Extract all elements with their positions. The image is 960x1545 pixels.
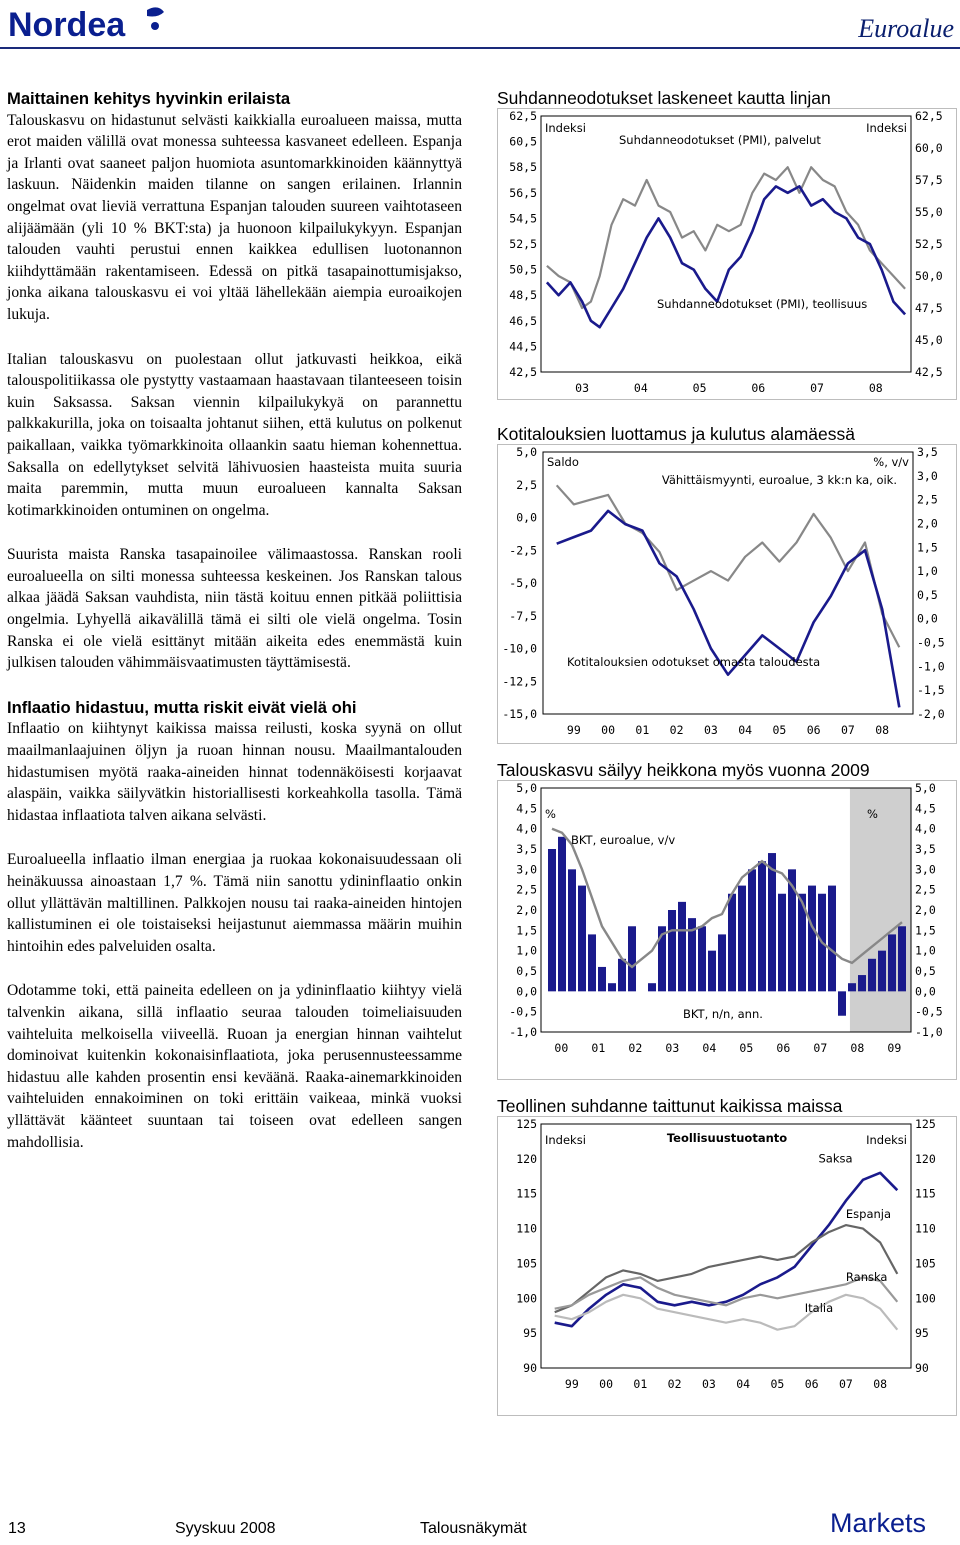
y-tick-left: 42,5 — [509, 365, 537, 379]
y-tick-left: 44,5 — [509, 339, 537, 354]
x-tick-label: 03 — [665, 1041, 680, 1055]
y-tick-right: 105 — [915, 1256, 936, 1271]
y-tick-left: -0,5 — [509, 1004, 537, 1019]
y-tick-right: 5,0 — [915, 781, 936, 795]
gdp-bar — [898, 926, 906, 991]
x-tick-label: 07 — [840, 723, 855, 737]
chart-title: Kotitalouksien luottamus ja kulutus alamäessä — [497, 424, 855, 444]
markets-logo: Markets — [830, 1508, 927, 1538]
chart-gdp — [497, 760, 957, 1080]
y-tick-left: 125 — [516, 1117, 537, 1131]
x-tick-label: 00 — [554, 1041, 569, 1055]
gdp-bar — [758, 861, 766, 991]
x-tick-label: 03 — [575, 381, 590, 395]
gdp-bar — [738, 886, 746, 992]
x-tick-label: 06 — [804, 1377, 819, 1391]
y-tick-left: 115 — [516, 1186, 537, 1201]
gdp-bar — [768, 853, 776, 991]
y-tick-left: 50,5 — [509, 262, 537, 277]
gdp-bar — [588, 934, 596, 991]
x-tick-label: 07 — [810, 381, 824, 395]
x-tick-label: 06 — [806, 723, 821, 737]
y-tick-left: 3,0 — [516, 862, 537, 877]
page-number: 13 — [8, 1520, 26, 1537]
y-tick-right: 2,5 — [917, 492, 938, 507]
y-tick-left: 58,5 — [509, 160, 537, 175]
gdp-bar — [548, 849, 556, 991]
gdp-bar — [878, 951, 886, 992]
y-tick-right: -0,5 — [915, 1004, 943, 1019]
brand-wordmark: Nordea — [8, 6, 126, 44]
y-tick-left: 95 — [523, 1326, 537, 1341]
gdp-bar — [568, 869, 576, 991]
y-tick-right: -2,0 — [917, 707, 945, 721]
y-tick-left: 110 — [516, 1221, 537, 1236]
x-tick-label: 08 — [868, 381, 883, 395]
series-line-espanja — [555, 1225, 898, 1312]
y-tick-right: 2,5 — [915, 882, 936, 897]
y-tick-left: -1,0 — [509, 1025, 537, 1039]
y-tick-left: 56,5 — [509, 185, 537, 200]
y-tick-left: -10,0 — [502, 641, 537, 656]
x-tick-label: 06 — [776, 1041, 791, 1055]
gdp-bar — [578, 886, 586, 992]
y-tick-left: 4,5 — [516, 801, 537, 816]
y-tick-right: 100 — [915, 1291, 936, 1306]
x-tick-label: 07 — [838, 1377, 853, 1391]
chart-title: Suhdanneodotukset laskeneet kautta linjan — [497, 88, 831, 108]
paragraph-3: Suurista maista Ranska tasapainoilee välimaastossa. Ranskan rooli euroalueella on silti monessa suhteessa keskeinen. Jos Ranskan talous alkaa jäädä Saksan vauhdista, niin tästä koituu ennen pitkää poliittisia ongelmia. Lyhyellä aikavälillä tämä ei silti ole vielä ongelma. Tosin Ranska ei ole vielä esittänyt mitään aikeita edes enemmästä kuin julkisen talouden vähimmäisvaatimusten täyttämisestä. — [7, 546, 462, 672]
y-tick-right: 1,0 — [917, 564, 938, 579]
paragraph-4: Inflaatio on kiihtynyt kaikissa maissa reilusti, koska syynä on ollut maailmanlaajuinen öljyn ja ruoan hinnan nousu. Maailmantalouden hidastumisen myötä raaka-aineiden hinnat todennäköisesti korjaavat alaspäin, vaikka säilyvätkin historiallisesti korkeahkolla tasolla. Tämä hidastaa inflaatiota talven aikana selvästi. — [7, 720, 462, 824]
y-tick-left: 46,5 — [509, 313, 537, 328]
gdp-bar — [628, 926, 636, 991]
y-tick-left: 0,0 — [516, 510, 537, 525]
plot-area — [541, 1124, 911, 1368]
x-tick-label: 06 — [751, 381, 766, 395]
x-tick-label: 03 — [701, 1377, 716, 1391]
gdp-bar — [728, 894, 736, 992]
paragraph-2: Italian talouskasvu on puolestaan ollut jatkuvasti heikkoa, eikä talouspolitiikassa ole pystytty vastaamaan haastavaan tilanteeseen toisin kuin Saksassa. Saksan viennin kilpailukykyä on parannettu palkkakurilla, joka on toisaalta johtanut siihen, että kulutus on polkenut paikallaan, vaikka työmarkkinoita ollaankin saatu hieman kohennettua. Saksalla on edellytykset selvitä lähivuosien haasteista muita suuria maita paremmin, mutta muun euroalueen kannalta Saksan kotimarkkinoiden ontuminen on ongelma. — [7, 350, 462, 519]
y-tick-right: 95 — [915, 1326, 929, 1341]
x-tick-label: 04 — [633, 381, 648, 395]
series-label: Kotitalouksien odotukset omasta taloudesta — [567, 655, 821, 669]
heading-inflaatio: Inflaatio hidastuu, mutta riskit eivät vielä ohi — [7, 697, 357, 717]
chart-pmi — [497, 88, 957, 400]
y-tick-right: 45,0 — [915, 333, 943, 347]
series-label-ranska: Ranska — [845, 1269, 888, 1284]
forecast-shading — [850, 788, 911, 1032]
y-tick-right: 0,0 — [915, 984, 936, 999]
chart-gdp-plot — [497, 780, 957, 1080]
y-tick-left: 90 — [523, 1361, 537, 1375]
y-tick-right: 50,0 — [915, 269, 943, 283]
y-tick-right: 42,5 — [915, 365, 943, 379]
y-tick-left: 5,0 — [516, 781, 537, 795]
y-tick-right: 0,5 — [915, 964, 936, 978]
x-tick-label: 05 — [772, 723, 787, 737]
chart-industry — [497, 1096, 957, 1416]
gdp-bar — [598, 967, 606, 991]
chart-title: Talouskasvu säilyy heikkona myös vuonna 2009 — [497, 760, 870, 780]
y-tick-right: -1,0 — [915, 1025, 943, 1039]
series-line-palvelut — [547, 167, 905, 308]
y-tick-left: 54,5 — [509, 211, 537, 226]
y-tick-left: 62,5 — [509, 109, 537, 123]
y-tick-left: 3,5 — [516, 842, 537, 856]
y-tick-right: 3,5 — [917, 445, 938, 459]
chart-consumer — [497, 424, 957, 744]
x-tick-label: 07 — [813, 1041, 828, 1055]
x-tick-label: 08 — [873, 1377, 888, 1391]
series-line-vahittaismyynti — [557, 485, 900, 647]
y-tick-left: 60,5 — [509, 134, 537, 149]
series-label-espanja: Espanja — [845, 1207, 892, 1222]
gdp-bar — [668, 910, 676, 991]
y-tick-right: 3,0 — [915, 862, 936, 877]
chart-title: Teollinen suhdanne taittunut kaikissa maissa — [497, 1096, 843, 1116]
gdp-bar — [648, 983, 656, 991]
chart-subtitle: Teollisuustuotanto — [666, 1131, 788, 1145]
x-tick-label: 01 — [633, 1377, 648, 1391]
y-tick-left: 100 — [516, 1291, 537, 1306]
y-tick-right: 4,0 — [915, 821, 936, 836]
y-tick-right: 3,5 — [915, 842, 936, 856]
y-tick-left: 0,5 — [516, 964, 537, 978]
series-label: BKT, euroalue, v/v — [571, 833, 676, 847]
footer-date: Syyskuu 2008 — [175, 1520, 276, 1537]
y-tick-right: 0,0 — [917, 611, 938, 626]
y-tick-right: 4,5 — [915, 801, 936, 816]
y-tick-right: 57,5 — [915, 173, 943, 187]
y-tick-left: -12,5 — [502, 674, 537, 689]
x-tick-label: 04 — [738, 723, 753, 737]
y-tick-left: -2,5 — [509, 543, 537, 558]
y-tick-right: 1,0 — [915, 943, 936, 958]
series-label: BKT, n/n, ann. — [683, 1007, 763, 1021]
series-label: Suhdanneodotukset (PMI), palvelut — [619, 133, 821, 147]
left-unit-label: Indeksi — [545, 121, 586, 135]
series-label: Suhdanneodotukset (PMI), teollisuus — [657, 297, 868, 311]
chart-border — [498, 445, 957, 744]
y-tick-left: -15,0 — [502, 707, 537, 721]
right-unit-label: Indeksi — [866, 121, 907, 135]
y-tick-left: 2,5 — [516, 882, 537, 897]
paragraph-5: Euroalueella inflaatio ilman energiaa ja ruokaa kokonaisuudessaan oli heinäkuussa ainoastaan 1,7 %. Tämä niin sanottu ydininflaatio onkin ollut yllättävän maltillinen. Palkkojen nousu tai raaka-aineiden hintojen kallistuminen ei ole toistaiseksi heijastunut aiemmassa määrin muihin hintoihin edes palveluiden osalta. — [7, 851, 462, 955]
y-tick-right: 2,0 — [915, 903, 936, 917]
x-tick-label: 00 — [599, 1377, 614, 1391]
gdp-bar — [708, 951, 716, 992]
y-tick-left: -7,5 — [509, 608, 537, 623]
gdp-bar — [838, 991, 846, 1015]
series-label-italia: Italia — [804, 1301, 834, 1316]
y-tick-right: -1,0 — [917, 659, 945, 674]
series-label: Vähittäismyynti, euroalue, 3 kk:n ka, oik. — [661, 473, 897, 487]
gdp-bar — [748, 869, 756, 991]
gdp-bar — [698, 926, 706, 991]
chart-consumer-plot — [497, 444, 957, 744]
x-tick-label: 02 — [628, 1041, 643, 1055]
x-tick-label: 02 — [667, 1377, 682, 1391]
y-tick-right: 47,5 — [915, 301, 943, 315]
gdp-bar — [868, 959, 876, 992]
gdp-bar — [718, 934, 726, 991]
x-tick-label: 04 — [736, 1377, 751, 1391]
heading-maittainen: Maittainen kehitys hyvinkin erilaista — [7, 89, 291, 108]
y-tick-right: 115 — [915, 1186, 936, 1201]
series-line-bkt-vv — [552, 829, 902, 967]
x-tick-label: 99 — [566, 723, 581, 737]
x-tick-label: 05 — [739, 1041, 754, 1055]
paragraph-1: Talouskasvu on hidastunut selvästi kaikkialla euroalueen maissa, mutta erot maiden välillä ovat monessa suhteessa kasvaneet edelleen. Espanja ja Irlanti ovat saaneet paljon huomiota asuntomarkkinoiden käännyttyä laskuun. Näidenkin maiden tilanne on sangen erilainen. Irlannin ongelmat ovat lieviä verrattuna Espanjan talouden suureen vaihtotaseen alijäämään (yli 10 % BKT:sta) ja huonoon kilpailukykyyn. Espanjan talouden vauhti perustui ennen kaikkea edullisen luotonannon kiihdyttämään rakentamiseen. Edessä on pitkä tasapainottumisjakso, jonka aikana talouskasvu ei voi yltää lähellekään aiempia euroaikojen lukuja. — [7, 111, 462, 323]
x-tick-label: 03 — [703, 723, 718, 737]
y-tick-left: 105 — [516, 1256, 537, 1271]
y-tick-left: 0,0 — [516, 984, 537, 999]
gdp-bar — [808, 886, 816, 992]
gdp-bar — [558, 837, 566, 992]
nordea-logo — [8, 2, 168, 46]
gdp-bar — [858, 975, 866, 991]
series-line-saksa — [555, 1173, 898, 1326]
y-tick-left: 4,0 — [516, 821, 537, 836]
x-tick-label: 99 — [564, 1377, 579, 1391]
y-tick-right: 62,5 — [915, 109, 943, 123]
y-tick-right: 0,5 — [917, 587, 938, 602]
y-tick-right: 125 — [915, 1117, 936, 1131]
x-tick-label: 02 — [669, 723, 684, 737]
y-tick-right: 110 — [915, 1221, 936, 1236]
gdp-bar — [678, 902, 686, 991]
y-tick-left: 2,5 — [516, 477, 537, 492]
x-tick-label: 04 — [702, 1041, 717, 1055]
gdp-bar — [848, 983, 856, 991]
x-tick-label: 08 — [850, 1041, 865, 1055]
nordea-sail-icon — [147, 7, 164, 30]
y-tick-left: 120 — [516, 1151, 537, 1166]
y-tick-left: 5,0 — [516, 445, 537, 459]
y-tick-right: 120 — [915, 1151, 936, 1166]
plot-area — [541, 116, 911, 372]
y-tick-left: 2,0 — [516, 903, 537, 917]
y-tick-right: 1,5 — [915, 923, 936, 938]
section-title: Euroalue — [858, 14, 954, 43]
x-tick-label: 00 — [601, 723, 616, 737]
y-tick-right: -1,5 — [917, 683, 945, 698]
y-tick-left: 52,5 — [509, 237, 537, 251]
left-unit-label: Saldo — [547, 455, 579, 469]
y-tick-right: 60,0 — [915, 141, 943, 155]
y-tick-right: -0,5 — [917, 635, 945, 650]
header-rule — [0, 47, 960, 49]
gdp-bar — [778, 894, 786, 992]
chart-border — [498, 109, 957, 400]
right-unit-label: Indeksi — [866, 1133, 907, 1147]
y-tick-right: 52,5 — [915, 237, 943, 251]
y-tick-left: 48,5 — [509, 288, 537, 303]
x-tick-label: 09 — [887, 1041, 902, 1055]
right-unit-label: %, v/v — [873, 455, 909, 469]
gdp-bar — [828, 886, 836, 992]
y-tick-left: 1,5 — [516, 923, 537, 938]
series-label-saksa: Saksa — [818, 1151, 853, 1166]
y-tick-left: -5,0 — [509, 576, 537, 590]
gdp-bar — [888, 934, 896, 991]
x-tick-label: 05 — [692, 381, 707, 395]
paragraph-6: Odotamme toki, että paineita edelleen on ja ydininflaatio kiihtyy vielä talvenkin aikana, sillä inflaatio seuraa talouden toimeliaisuuden vaihteluita melkoisella viiveellä. Ruoan ja energian hinnan vaihtelut dominoivat kuitenkin kokonaisinflaatiota, joka perusennusteessamme hidastuu alle kahden prosentin ensi keväänä. Raaka-ainemarkkinoiden vaihteluiden ennakoiminen on toki erittäin vaikeaa, minkä vuoksi yllättävät käänteet suuntaan tai toiseen ovat edelleen sangen mahdollisia. — [7, 982, 462, 1151]
gdp-bar — [618, 959, 626, 992]
y-tick-right: 90 — [915, 1361, 929, 1375]
chart-border — [498, 1117, 957, 1416]
x-tick-label: 01 — [591, 1041, 606, 1055]
series-line-italia — [555, 1295, 898, 1330]
y-tick-right: 55,0 — [915, 205, 943, 219]
footer-publication: Talousnäkymät — [420, 1520, 527, 1537]
article-column — [7, 88, 462, 1153]
gdp-bar — [608, 983, 616, 991]
left-unit-label: Indeksi — [545, 1133, 586, 1147]
x-tick-label: 08 — [875, 723, 890, 737]
chart-pmi-plot — [497, 108, 957, 400]
series-line-odotukset — [557, 511, 900, 708]
left-unit-label: % — [545, 807, 556, 821]
y-tick-right: 3,0 — [917, 468, 938, 483]
right-unit-label: % — [867, 807, 878, 821]
x-tick-label: 05 — [770, 1377, 785, 1391]
chart-industry-plot — [497, 1116, 957, 1416]
y-tick-left: 1,0 — [516, 943, 537, 958]
x-tick-label: 01 — [635, 723, 650, 737]
y-tick-right: 2,0 — [917, 516, 938, 531]
y-tick-right: 1,5 — [917, 540, 938, 555]
